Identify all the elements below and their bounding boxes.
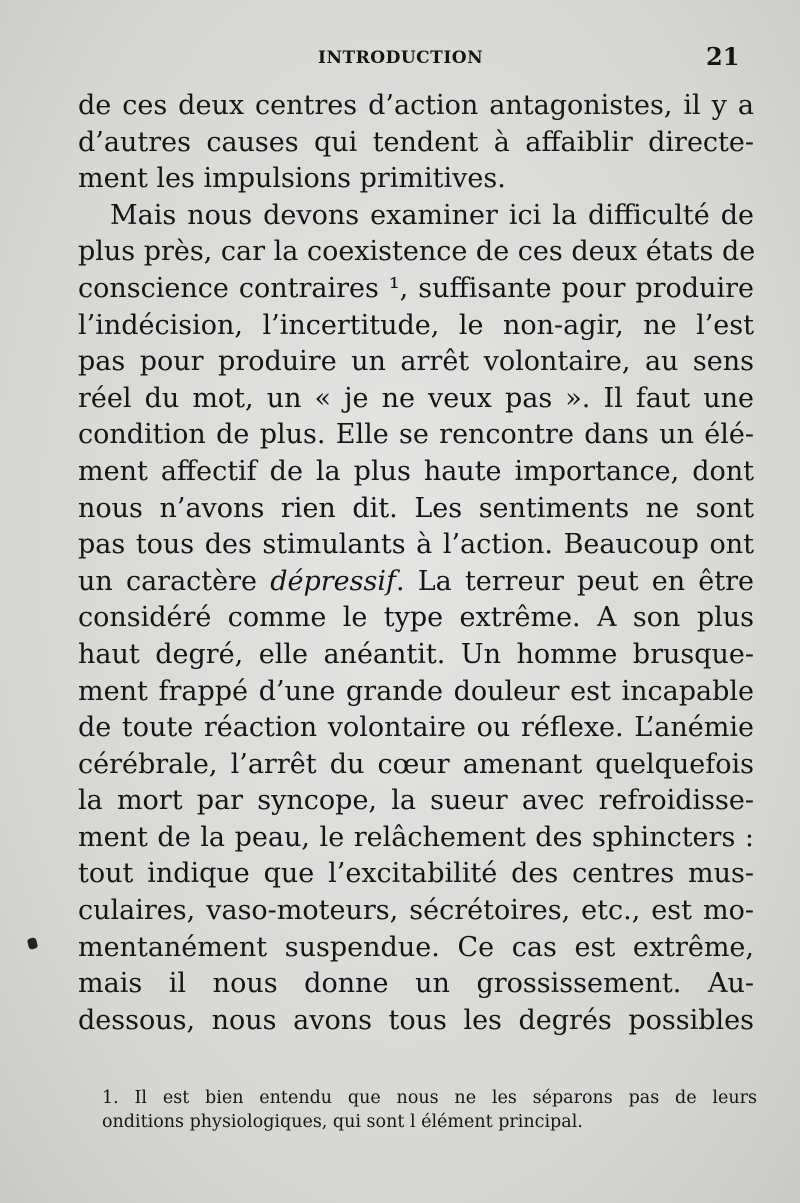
text-line: haut degré, elle anéantit. Un homme brusque- — [78, 638, 754, 670]
text-line: plus près, car la coexistence de ces deux états de — [78, 236, 756, 268]
text-line: mais il nous donne un grossissement. Au- — [78, 968, 754, 1000]
text-line: pas pour produire un arrêt volontaire, au sens — [78, 346, 754, 378]
text-line: de toute réaction volontaire ou réflexe. L’anémie — [78, 712, 754, 744]
text-line: considéré comme le type extrême. A son plus — [78, 602, 754, 634]
running-head: INTRODUCTION — [318, 48, 484, 68]
text-line: tout indique que l’excitabilité des centres mus- — [78, 858, 754, 890]
text-line: conscience contraires ¹, suffisante pour produire — [78, 272, 754, 304]
italic-term: dépressif — [270, 565, 396, 597]
text-line: mentanément suspendue. Ce cas est extrême, — [78, 931, 754, 963]
text-line: réel du mot, un « je ne veux pas ». Il faut une — [78, 382, 754, 414]
footnote-line: 1. Il est bien entendu que nous ne les séparons pas de leurs — [102, 1088, 757, 1108]
text-line: ment frappé d’une grande douleur est incapable — [78, 675, 754, 707]
text-line: culaires, vaso-moteurs, sécrétoires, etc., est mo- — [78, 895, 754, 927]
text-line: d’autres causes qui tendent à affaiblir directe- — [78, 126, 754, 158]
footnote — [102, 1086, 757, 1134]
page-number: 21 — [706, 42, 740, 71]
text-line: de ces deux centres d’action antagonistes, il y a — [78, 90, 754, 121]
text-line: nous n’avons rien dit. Les sentiments ne sont — [78, 492, 754, 524]
text-line: l’indécision, l’incertitude, le non-agir, ne l’est — [78, 309, 754, 341]
text-line: ment affectif de la plus haute importance, dont — [78, 455, 754, 487]
text-line: Mais nous devons examiner ici la difficulté de — [110, 199, 754, 231]
text-line: ment les impulsions primitives. — [78, 163, 506, 195]
footnote-line: onditions physiologiques, qui sont l élément principal. — [102, 1112, 583, 1132]
text-line: condition de plus. Elle se rencontre dans un élé- — [78, 419, 754, 451]
text-line: dessous, nous avons tous les degrés possibles — [78, 1004, 754, 1036]
text-line: la mort par syncope, la sueur avec refroidisse- — [78, 785, 754, 817]
text-line: ment de la peau, le relâchement des sphincters : — [78, 821, 754, 853]
body-text — [78, 88, 754, 1039]
text-segment: un caractère — [78, 565, 271, 597]
text-line: cérébrale, l’arrêt du cœur amenant quelquefois — [78, 748, 754, 780]
text-line: pas tous des stimulants à l’action. Beaucoup ont — [78, 529, 754, 561]
ink-blot — [27, 937, 39, 950]
text-segment: . La terreur peut en être — [395, 565, 754, 597]
text-line-with-italic — [78, 564, 754, 601]
